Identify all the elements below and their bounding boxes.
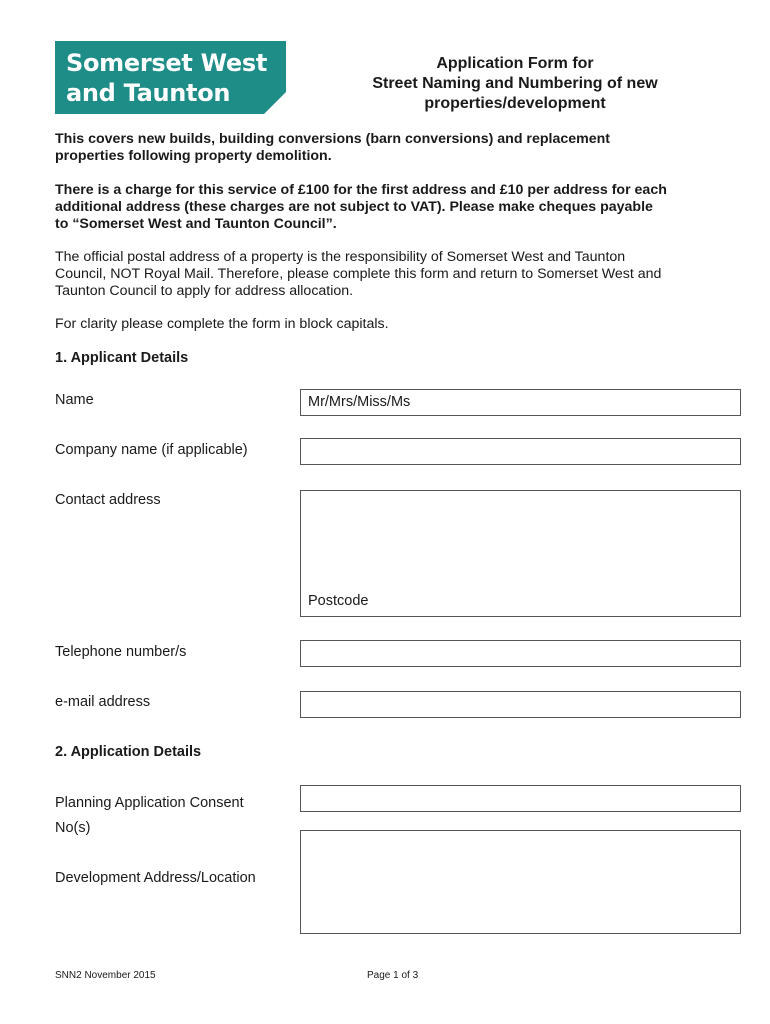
form-title-line1: Application Form for bbox=[436, 55, 594, 72]
covers-paragraph bbox=[55, 131, 735, 165]
covers-line2: properties following property demolition. bbox=[55, 148, 332, 164]
form-title bbox=[330, 54, 700, 114]
form-reference: SNN2 November 2015 bbox=[55, 970, 156, 981]
contact-address-field[interactable] bbox=[300, 490, 741, 617]
charge-paragraph bbox=[55, 182, 735, 233]
official-line3: Taunton Council to apply for address allocation. bbox=[55, 283, 354, 299]
planning-consent-label-line2: No(s) bbox=[55, 820, 91, 836]
official-address-paragraph bbox=[55, 249, 735, 300]
charge-line3: to “Somerset West and Taunton Council”. bbox=[55, 216, 337, 232]
planning-consent-label-line1: Planning Application Consent bbox=[55, 795, 244, 811]
council-logo bbox=[55, 41, 286, 114]
name-field[interactable] bbox=[300, 389, 741, 416]
charge-line1: There is a charge for this service of £100 for the first address and £10 per address for each bbox=[55, 182, 667, 198]
telephone-label: Telephone number/s bbox=[55, 644, 187, 660]
official-line1: The official postal address of a property is the responsibility of Somerset West and Taunton bbox=[55, 249, 626, 265]
planning-consent-field[interactable] bbox=[300, 785, 741, 812]
telephone-field[interactable] bbox=[300, 640, 741, 667]
contact-address-label: Contact address bbox=[55, 492, 161, 508]
email-label: e-mail address bbox=[55, 694, 151, 710]
name-title-prefix: Mr/Mrs/Miss/Ms bbox=[308, 394, 411, 410]
official-line2: Council, NOT Royal Mail. Therefore, please complete this form and return to Somerset West and bbox=[55, 266, 662, 282]
email-field[interactable] bbox=[300, 691, 741, 718]
logo-text-line2: and Taunton bbox=[66, 79, 231, 107]
clarity-paragraph bbox=[55, 316, 735, 333]
page-number: Page 1 of 3 bbox=[367, 970, 419, 981]
form-title-line2: Street Naming and Numbering of new bbox=[372, 75, 658, 92]
covers-line1: This covers new builds, building conversions (barn conversions) and replacement bbox=[55, 131, 611, 147]
development-address-field[interactable] bbox=[300, 830, 741, 934]
logo-corner-notch bbox=[264, 92, 286, 114]
logo-text-line1: Somerset West bbox=[66, 49, 268, 77]
development-address-label: Development Address/Location bbox=[55, 870, 256, 886]
section2-heading: 2. Application Details bbox=[55, 744, 202, 760]
charge-line2: additional address (these charges are not subject to VAT). Please make cheques payable bbox=[55, 199, 653, 215]
name-label: Name bbox=[55, 392, 94, 408]
company-label: Company name (if applicable) bbox=[55, 442, 248, 458]
postcode-label: Postcode bbox=[308, 593, 369, 609]
section1-heading: 1. Applicant Details bbox=[55, 350, 189, 366]
clarity-line: For clarity please complete the form in block capitals. bbox=[55, 316, 389, 332]
company-field[interactable] bbox=[300, 438, 741, 465]
form-title-line3: properties/development bbox=[424, 95, 606, 112]
